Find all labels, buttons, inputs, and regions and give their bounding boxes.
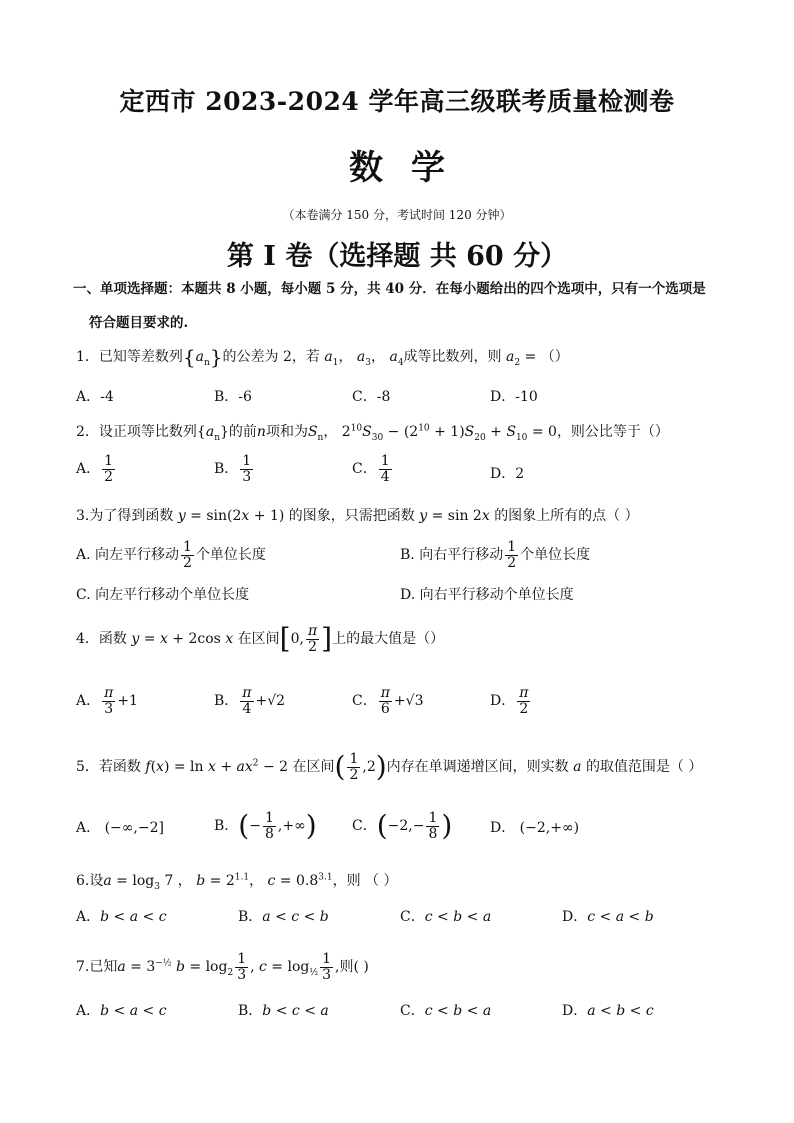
question-number: 5． (76, 759, 99, 776)
question-text: 的前 (228, 424, 257, 440)
section-heading (73, 272, 733, 340)
option-a[interactable]: A． $\frac{1}{2}$ (76, 453, 114, 485)
option-d[interactable]: D．-10 (490, 389, 538, 405)
question-3: 3.为了得到函数 y = sin(2x + 1) 的图象，只需把函数 y = sin 2x 的图象上所有的点（ ） (76, 508, 639, 524)
question-6: 6.设$a = \log_3 7$ ， $b = 2^{1.1}$， $c = 0.8^{3.1}$，则 （ ） (76, 872, 398, 892)
option-d[interactable]: D．c < a < b (562, 909, 654, 925)
question-text: 若函数 (98, 759, 141, 776)
question-text: ,则( ) (335, 959, 369, 976)
exam-title: 定西市 2023-2024 学年高三级联考质量检测卷 (119, 87, 675, 116)
option-b[interactable]: B．(− $\frac{1}{8}$ ,+∞) (214, 809, 317, 843)
option-b[interactable]: B． $\frac{1}{3}$ (214, 453, 252, 485)
question-text: 设 (89, 873, 104, 889)
option-b[interactable]: B．b < c < a (238, 1003, 329, 1019)
option-a[interactable]: A． $\frac{\pi}{3}$ +1 (76, 685, 138, 717)
question-text: 在区间 (237, 631, 280, 648)
question-text: 的公差为 2，若 (222, 349, 320, 365)
option-a[interactable]: A．-4 (76, 389, 114, 405)
option-d[interactable]: D． (−2,+∞) (490, 820, 580, 836)
question-number: 2． (76, 424, 99, 440)
question-text: 在区间 (292, 759, 335, 776)
option-b[interactable]: B. 向右平行移动 $\frac{1}{2}$ 个单位长度 (400, 539, 591, 571)
option-d[interactable]: D．2 (490, 466, 525, 482)
question-number: 7. (76, 959, 90, 976)
option-d[interactable]: D．a < b < c (562, 1003, 654, 1019)
option-a[interactable]: A. 向左平行移动 $\frac{1}{2}$ 个单位长度 (76, 539, 266, 571)
question-text: 的取值范围是（ ） (585, 759, 703, 776)
subject-title: 数学 (349, 148, 473, 188)
section-line-2: 符合题目要求的. (89, 315, 189, 331)
question-number: 1． (76, 349, 99, 365)
question-text: 的图象上所有的点（ ） (494, 508, 639, 524)
option-c[interactable]: C．c < b < a (400, 909, 492, 925)
option-d[interactable]: D. 向右平行移动个单位长度 (400, 587, 574, 603)
question-text: 已知 (89, 959, 118, 976)
option-b[interactable]: B．-6 (214, 389, 252, 405)
question-text: ，则 （ ） (332, 873, 398, 889)
question-number: 6. (76, 873, 90, 889)
section-line-1: 一、单项选择题：本题共 8 小题，每小题 5 分，共 40 分．在每小题给出的四个选项中，只有一个选项是 (73, 281, 706, 297)
question-text: 函数 (98, 631, 127, 648)
part-title: 第 I 卷（选择题 共 60 分） (226, 241, 568, 272)
question-text: 已知等差数列 (98, 349, 183, 365)
question-text: 设正项等比数列 (98, 424, 197, 440)
option-c[interactable]: C． $\frac{\pi}{6}$ +√3 (352, 685, 424, 717)
question-text: 为了得到函数 (89, 508, 174, 524)
question-text: 内存在单调递增区间，则实数 (386, 759, 569, 776)
question-7: 7.已知$a = 3^{-\frac{1}{2}}$ $b = \log_2$ $\frac{1}{3}$ , $c = \log_{\frac{1}{2}}$ $\frac{1}{3}$ ,则( ) (76, 951, 369, 983)
question-number: 4． (76, 631, 99, 648)
option-a[interactable]: A． (−∞,−2] (76, 820, 164, 836)
question-5: 5．若函数 $f(x) = \ln x + ax^2 - 2$ 在区间( $\frac{1}{2}$ ,2)内存在单调递增区间，则实数 a 的取值范围是（ ） (76, 750, 703, 784)
option-c[interactable]: C．(−2,− $\frac{1}{8}$ ) (352, 809, 453, 843)
option-c[interactable]: C. 向左平行移动个单位长度 (76, 587, 250, 603)
question-text: ，则公比等于（） (556, 424, 669, 440)
question-text: 的图象，只需把函数 (288, 508, 415, 524)
option-b[interactable]: B． $\frac{\pi}{4}$ +√2 (214, 685, 286, 717)
option-b[interactable]: B．a < c < b (238, 909, 329, 925)
option-a[interactable]: A．b < a < c (76, 909, 167, 925)
question-number: 3. (76, 508, 90, 524)
question-text: 上的最大值是（） (332, 631, 445, 648)
question-4: 4．函数 y = x + 2cos x 在区间[0, $\frac{\pi}{2}$ ]上的最大值是（） (76, 622, 445, 656)
option-d[interactable]: D． $\frac{\pi}{2}$ (490, 685, 529, 717)
question-text: 项和为 (265, 424, 308, 440)
option-c[interactable]: C．c < b < a (400, 1003, 492, 1019)
question-text: （） (540, 349, 569, 365)
question-text: 成等比数列，则 (403, 349, 502, 365)
question-1: 1．已知等差数列$\{a_n\}$的公差为 2，若 $a_1$， $a_3$， $a_4$成等比数列，则 $a_2$ = （） (76, 345, 569, 369)
option-a[interactable]: A．b < a < c (76, 1003, 167, 1019)
exam-note: （本卷满分 150 分，考试时间 120 分钟） (282, 208, 512, 222)
option-c[interactable]: C．-8 (352, 389, 391, 405)
option-c[interactable]: C． $\frac{1}{4}$ (352, 453, 390, 485)
question-2: 2．设正项等比数列$\{a_n\}$的前n项和为$S_n$， $2^{10}S_{30} - (2^{10} + 1)S_{20} + S_{10} = 0$，则公比等于（） (76, 423, 669, 443)
